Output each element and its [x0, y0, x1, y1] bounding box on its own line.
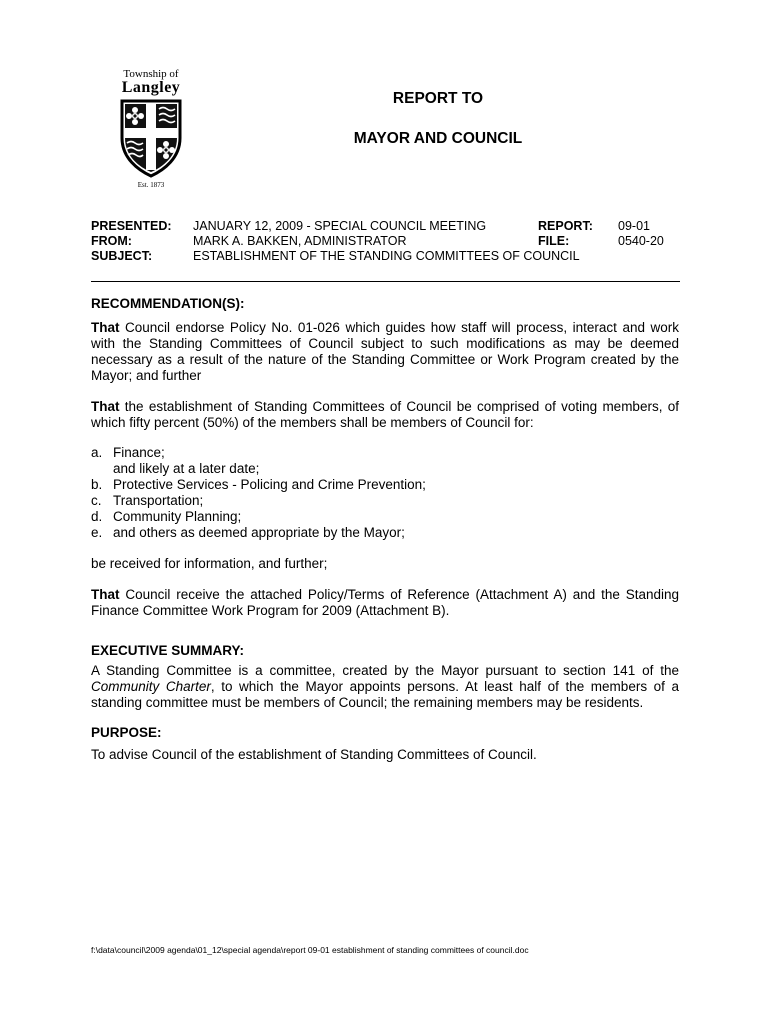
recommendation-2-lead: That	[91, 399, 120, 414]
recommendation-1-text: Council endorse Policy No. 01-026 which guides how staff will process, interact and work with the Standing Committees of Council subject to such modifications as may be deemed necessary as a result of the nature of the Standing Committee or Work Program created by the Mayor; and further	[91, 320, 679, 383]
subject-label: SUBJECT:	[91, 249, 153, 263]
subject-value: ESTABLISHMENT OF THE STANDING COMMITTEES OF COUNCIL	[193, 249, 580, 263]
header-row-from	[91, 234, 681, 249]
recommendation-2-text: the establishment of Standing Committees of Council be comprised of voting members, of which fifty percent (50%) of the members shall be members of Council for:	[91, 399, 679, 430]
logo-org-line1: Township of	[123, 68, 179, 80]
community-charter-reference: Community Charter	[91, 679, 211, 694]
recommendation-3-text: Council receive the attached Policy/Terms of Reference (Attachment A) and the Standing Finance Committee Work Program for 2009 (Attachment B).	[91, 587, 679, 618]
report-value: 09-01	[618, 219, 650, 233]
list-item	[91, 493, 679, 509]
list-item	[91, 525, 679, 541]
report-title-line2: MAYOR AND COUNCIL	[353, 130, 523, 147]
list-item	[91, 509, 679, 525]
from-label: FROM:	[91, 234, 132, 248]
header-divider	[91, 281, 680, 282]
received-line: be received for information, and further;	[91, 556, 328, 571]
logo-org-line2: Langley	[121, 79, 181, 96]
file-label: FILE:	[538, 234, 570, 248]
recommendations-heading: RECOMMENDATION(S):	[91, 296, 245, 311]
purpose-heading: PURPOSE:	[91, 725, 162, 740]
executive-summary-text	[91, 663, 679, 711]
purpose-text: To advise Council of the establishment of Standing Committees of Council.	[91, 747, 537, 762]
list-marker: c.	[91, 493, 102, 508]
executive-summary-heading: EXECUTIVE SUMMARY:	[91, 643, 245, 658]
list-marker: d.	[91, 509, 103, 524]
list-marker: a.	[91, 445, 103, 460]
report-header	[91, 219, 681, 264]
report-label: REPORT:	[538, 219, 593, 233]
presented-value: JANUARY 12, 2009 - SPECIAL COUNCIL MEETING	[193, 219, 487, 233]
header-row-presented	[91, 219, 681, 234]
recommendation-paragraph-3	[91, 587, 679, 619]
report-body	[91, 296, 679, 763]
presented-label: PRESENTED:	[91, 219, 172, 233]
list-item-text: Protective Services - Policing and Crime Prevention;	[113, 477, 426, 492]
file-value: 0540-20	[618, 234, 664, 248]
shield-crest-icon	[119, 98, 183, 178]
list-item-text: and likely at a later date;	[113, 461, 260, 476]
list-item	[91, 445, 679, 461]
committee-list	[91, 445, 679, 541]
list-item-text: Transportation;	[113, 493, 204, 508]
executive-summary-text-after: , to which the Mayor appoints persons. At least half of the members of a standing committee must be members of Council; the remaining members may be residents.	[91, 679, 680, 710]
list-item-text: and others as deemed appropriate by the Mayor;	[113, 525, 405, 540]
list-item-text: Finance;	[113, 445, 165, 460]
list-item	[91, 461, 679, 477]
list-marker: e.	[91, 525, 103, 540]
from-value: MARK A. BAKKEN, ADMINISTRATOR	[193, 234, 407, 248]
recommendation-paragraph-1	[91, 320, 679, 384]
list-item-text: Community Planning;	[113, 509, 242, 524]
township-logo	[106, 68, 196, 189]
list-marker: b.	[91, 477, 103, 492]
recommendation-3-lead: That	[91, 587, 120, 602]
list-item	[91, 477, 679, 493]
recommendation-1-lead: That	[91, 320, 120, 335]
executive-summary-text-before: A Standing Committee is a committee, created by the Mayor pursuant to section 141 of the	[91, 663, 679, 678]
logo-established: Est. 1873	[137, 181, 165, 189]
recommendation-paragraph-2	[91, 399, 679, 431]
header-row-subject	[91, 249, 681, 264]
file-path-footer: f:\data\council\2009 agenda\01_12\special agenda\report 09-01 establishment of standing committees of council.doc	[91, 945, 529, 955]
report-title-line1: REPORT TO	[392, 90, 484, 107]
